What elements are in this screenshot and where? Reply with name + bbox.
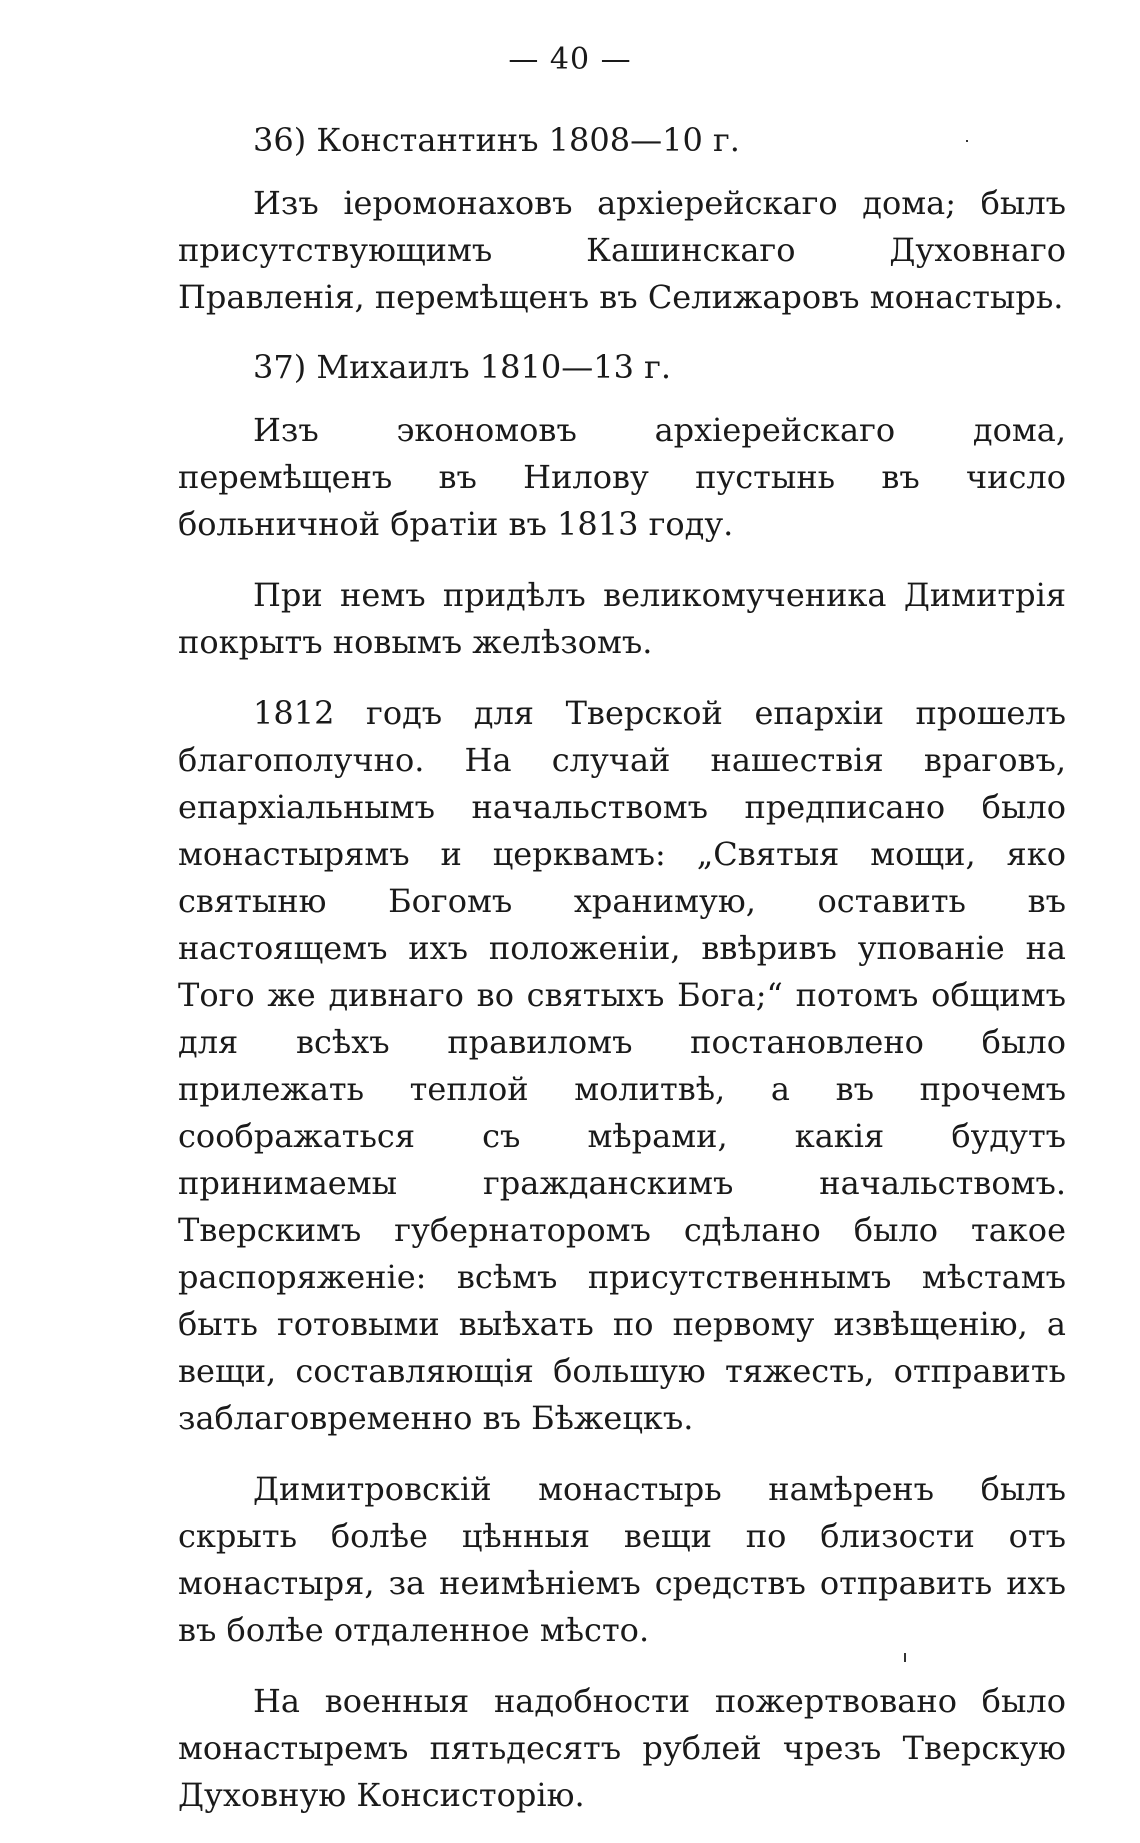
paragraph: 1812 годъ для Тверской епархіи прошелъ благополучно. На случай нашествія враговъ, епархіальнымъ начальствомъ предписано было монастырямъ и церквамъ: „Святыя мощи, яко святыню Богомъ хранимую, оставить въ настоящемъ ихъ положеніи, ввѣривъ упованіе на Того же дивнаго во святыхъ Бога;“ потомъ общимъ для всѣхъ правиломъ постановлено было прилежать теплой молитвѣ, а въ прочемъ соображаться съ мѣрами, какія будутъ принимаемы гражданскимъ начальствомъ. Тверскимъ губернаторомъ сдѣлано было такое распоряженіе: всѣмъ присутственнымъ мѣстамъ быть готовыми выѣхать по первому извѣщенію, а вещи, составляющія большую тяжесть, отправить заблаговременно въ Бѣжецкъ. (178, 694, 1066, 1437)
paragraph: При немъ придѣлъ великомученика Димитрія покрытъ новымъ желѣзомъ. (178, 576, 1066, 661)
paragraph: Изъ іеромонаховъ архіерейскаго дома; былъ присутствующимъ Кашинскаго Духовнаго Правленія, перемѣщенъ въ Селижаровъ монастырь. (178, 184, 1066, 316)
paragraph: Димитровскій монастырь намѣренъ былъ скрыть болѣе цѣнныя вещи по близости отъ монастыря, за неимѣніемъ средствъ отправить ихъ въ болѣе отдаленное мѣсто. (178, 1470, 1066, 1649)
speck-mark (904, 1653, 906, 1662)
entry-heading-37: 37) Михаилъ 1810—13 г. (253, 348, 672, 386)
paragraph: Изъ экономовъ архіерейскаго дома, перемѣщенъ въ Нилову пустынь въ число больничной братіи въ 1813 году. (178, 411, 1066, 543)
speck-mark (966, 140, 968, 142)
page-number: — 40 — (508, 42, 632, 77)
paragraph: На военныя надобности пожертвовано было монастыремъ пятьдесятъ рублей чрезъ Тверскую Духовную Консисторію. (178, 1682, 1066, 1814)
text-column (178, 118, 1066, 1843)
entry-heading-36: 36) Константинъ 1808—10 г. (253, 121, 740, 159)
